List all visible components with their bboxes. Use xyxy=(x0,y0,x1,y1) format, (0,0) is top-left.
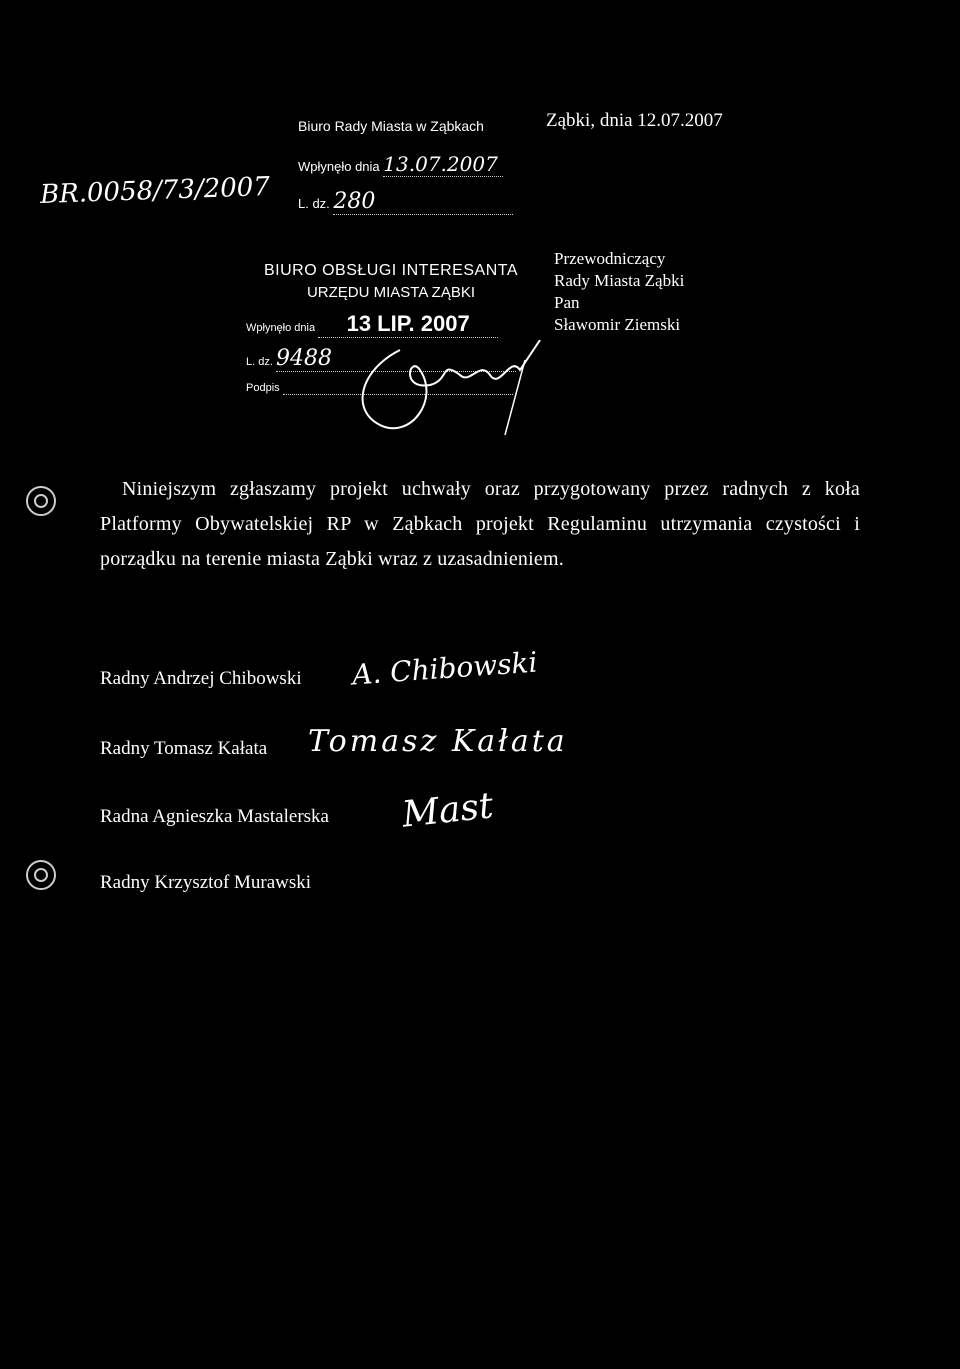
signatory-1-signature: A. Chibowski xyxy=(351,645,539,692)
recipient-council: Rady Miasta Ząbki xyxy=(554,271,685,290)
body-paragraph: Niniejszym zgłaszamy projekt uchwały oraz przygotowany przez radnych z koła Platformy Obywatelskiej RP w Ząbkach projekt Regulaminu utrzymania czystości i porządku na terenie miasta Ząbki wraz z uzasadnieniem. xyxy=(100,478,860,570)
signatory-4 xyxy=(100,872,311,894)
case-number: BR.0058/73/2007 xyxy=(39,171,271,211)
city-council-received-stamp xyxy=(298,118,528,215)
signatory-2-signature: Tomasz Kałata xyxy=(308,724,568,759)
front-office-ref-label: L. dz. xyxy=(246,356,273,368)
recipient-block xyxy=(554,248,684,336)
front-office-received-date: 13 LIP. 2007 xyxy=(318,311,498,338)
front-office-line2: URZĘDU MIASTA ZĄBKI xyxy=(306,284,476,301)
stamp-ref-value: 280 xyxy=(333,189,513,215)
punch-hole-top xyxy=(26,486,56,516)
recipient-title: Przewodniczący xyxy=(554,249,666,268)
signatory-2 xyxy=(100,738,267,760)
stamp-received-row xyxy=(298,152,528,177)
stamp-ref-label: L. dz. xyxy=(298,196,330,211)
front-office-line1: BIURO OBSŁUGI INTERESANTA xyxy=(263,262,519,279)
recipient-name: Sławomir Ziemski xyxy=(554,315,681,334)
recipient-salutation: Pan xyxy=(554,293,580,312)
signatory-3-signature: Mast xyxy=(400,785,496,836)
signatory-3-name: Radna Agnieszka Mastalerska xyxy=(100,806,329,827)
signatory-3 xyxy=(100,806,329,828)
stamp-received-label: Wpłynęło dnia xyxy=(298,159,380,174)
signatory-1 xyxy=(100,668,302,690)
signatory-1-name: Radny Andrzej Chibowski xyxy=(100,668,302,689)
place-date: Ząbki, dnia 12.07.2007 xyxy=(546,110,723,131)
stamp-received-date: 13.07.2007 xyxy=(383,152,503,177)
stamp-ref-row xyxy=(298,189,528,215)
front-office-signature-label: Podpis xyxy=(246,382,280,394)
signatory-2-name: Radny Tomasz Kałata xyxy=(100,738,268,759)
punch-hole-bottom xyxy=(26,860,56,890)
stamp-signature xyxy=(340,330,550,440)
front-office-ref-value: 9488 xyxy=(276,346,516,372)
stamp-office-name: Biuro Rady Miasta w Ząbkach xyxy=(298,118,484,134)
signatory-4-name: Radny Krzysztof Murawski xyxy=(100,872,312,893)
front-office-received-label: Wpłynęło dnia xyxy=(246,322,316,334)
